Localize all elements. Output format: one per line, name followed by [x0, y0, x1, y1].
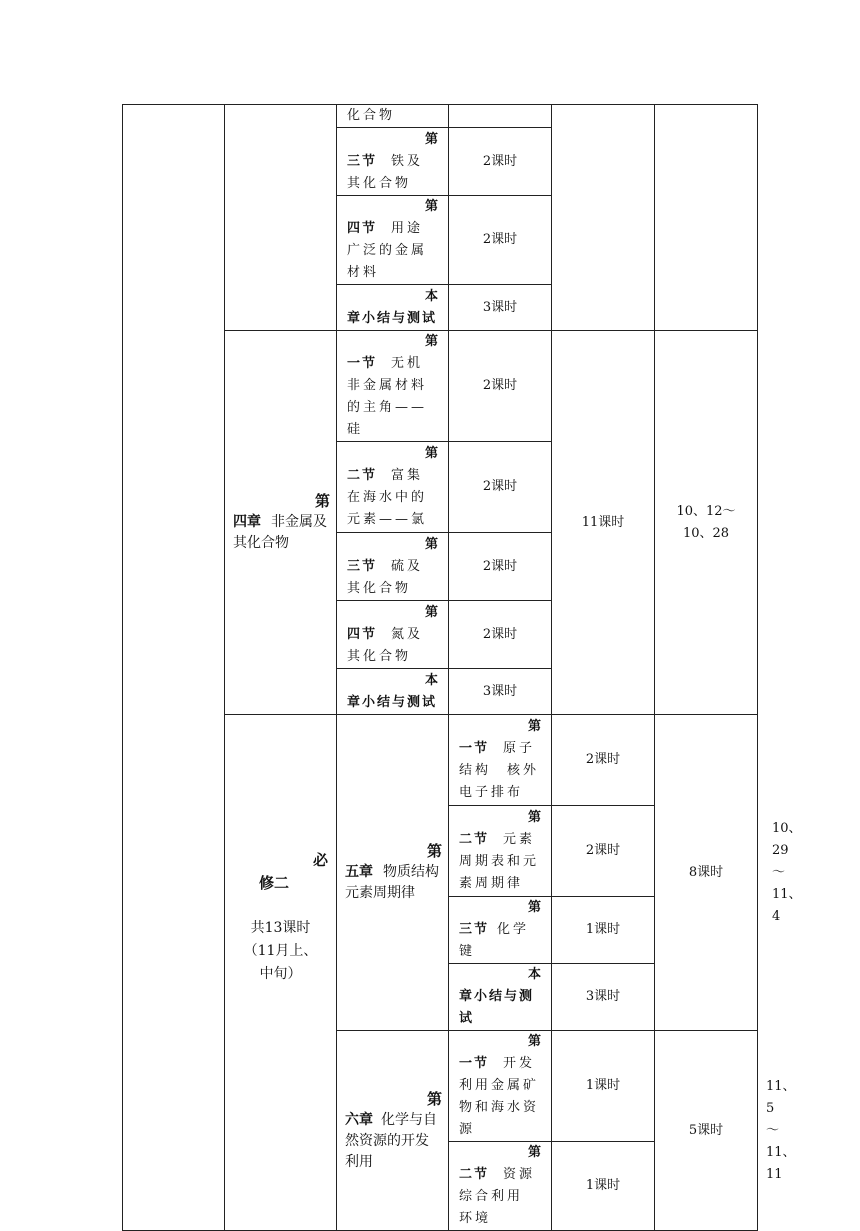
- section-cell: 第 二节 富集在海水中的元素——氯: [337, 442, 449, 533]
- chapter4-total: 11课时: [552, 331, 655, 715]
- chapter6-total: 5课时: [655, 1031, 758, 1231]
- chapter5-title: 第 五章 物质结构 元素周期律: [337, 715, 449, 1031]
- book2-cell: 必 修二 共13课时 （11月上、中旬）: [225, 715, 337, 1231]
- chapter3-dates: [655, 105, 758, 331]
- section-hours: 3课时: [449, 669, 552, 715]
- section-hours: 2课时: [449, 196, 552, 285]
- book2-total: 共13课时: [250, 920, 311, 936]
- section-cell: 第 二节 元素周期表和元素周期律: [449, 806, 552, 897]
- section-cell: 第 一节 无机非金属材料的主角——硅: [337, 331, 449, 442]
- section-cell: 第 一节 开发利用金属矿物和海水资源: [449, 1031, 552, 1142]
- section-head: 第: [424, 131, 438, 147]
- chapter6-title: 第 六章 化学与自然资源的开发利用: [337, 1031, 449, 1231]
- chapter3-cell: [225, 105, 337, 331]
- section-number: 章小结与测试: [347, 310, 438, 326]
- section-hours: [449, 105, 552, 128]
- schedule-table: 化合物 第 三节 铁及其化合物 2课时 第 四节 用途广泛的金属材料 2课时 本 章小结与测试 3课时 第 四章 非金属及其化合物 第 一节 无机非金属材料的主角——硅 2课时 11课时 10、12～10、28 第 二节 富集在海水中的元素——氯 2课时 第 三节 硫及其化合物 2课时 第 四节 氮及其化合物 2课时 本 章小结与测试 3课时 必 修二 共13课时 （11月上、中旬） 第 五章 物质结构 元素周期律 第 一节 原子结构 核外电子排布 2课时 8课时 10、29～11、4 第 二节 元素周期表和元素周期律 2课时 第 三节 化学键 1课时 本 章小结与测试 3课时 第 六章 化学与自然资源的开发利用 第 一节 开发利用金属矿物和海水资源 1课时 5课时 11、5～11、11 第 二节 资源综合利用 环境 1课时: [122, 104, 758, 1231]
- section-cell: 第 一节 原子结构 核外电子排布: [449, 715, 552, 806]
- section-cell: 第 四节 氮及其化合物: [337, 601, 449, 669]
- section-hours: 2课时: [449, 128, 552, 196]
- section-cell: 第 三节 硫及其化合物: [337, 533, 449, 601]
- chapter4-dates: 10、12～10、28: [655, 331, 758, 715]
- section-cell: 第 三节 化学键: [449, 897, 552, 964]
- section-cell: 本 章小结与测试: [337, 669, 449, 715]
- book2-period: （11月上、中旬）: [243, 943, 318, 982]
- section-cell: 第 二节 资源综合利用 环境: [449, 1142, 552, 1231]
- chapter4-title: 第 四章 非金属及其化合物: [225, 331, 337, 715]
- section-hours: 2课时: [552, 715, 655, 806]
- book1-cell: [123, 105, 225, 1231]
- section-head: 第: [424, 199, 438, 214]
- section-hours: 1课时: [552, 1031, 655, 1142]
- section-hours: 2课时: [449, 533, 552, 601]
- section-cell: [337, 128, 449, 196]
- chapter5-total: 8课时: [655, 715, 758, 1031]
- section-number: 三节: [347, 153, 378, 169]
- section-head: 本: [424, 288, 438, 304]
- section-hours: 1课时: [552, 1142, 655, 1231]
- section-cell: 本 章小结与测试: [449, 964, 552, 1031]
- section-hours: 2课时: [449, 442, 552, 533]
- section-text: 用途广泛的金属材料: [347, 221, 428, 280]
- section-number: 四节: [347, 221, 378, 236]
- section-hours: 2课时: [552, 806, 655, 897]
- section-text: 化合物: [347, 108, 396, 123]
- section-cell: [337, 196, 449, 285]
- section-text: 铁及其化合物: [347, 153, 424, 191]
- section-hours: 3课时: [552, 964, 655, 1031]
- section-cell: [337, 105, 449, 128]
- section-cell: [337, 285, 449, 331]
- section-hours: 3课时: [449, 285, 552, 331]
- section-hours: 2课时: [449, 331, 552, 442]
- section-hours: 1课时: [552, 897, 655, 964]
- chapter3-total: [552, 105, 655, 331]
- section-hours: 2课时: [449, 601, 552, 669]
